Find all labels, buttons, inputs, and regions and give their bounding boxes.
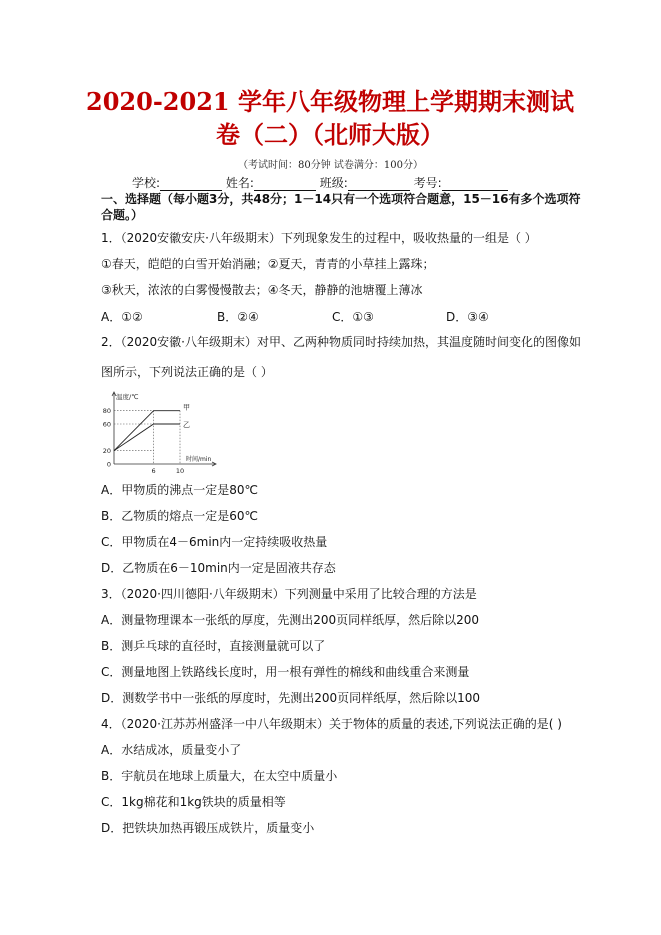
name-field[interactable] [254,177,316,191]
name-label: 姓名: [225,176,254,190]
series-line-0 [114,411,180,451]
q1-option-a[interactable]: A．①② [101,310,143,324]
q1-item-line2: ③秋天，浓浓的白雾慢慢散去；④冬天，静静的池塘覆上薄冰 [101,283,423,297]
y-tick-label: 0 [106,460,111,469]
q1-option-d[interactable]: D．③④ [446,310,489,324]
q1-option-c[interactable]: C．①③ [332,310,374,324]
q3-stem: 3．（2020·四川德阳·八年级期末）下列测量中采用了比较合理的方法是 [101,587,477,601]
q4-option-b[interactable]: B．宇航员在地球上质量大，在太空中质量小 [101,769,338,783]
x-tick-label: 6 [151,467,156,475]
series-label-1: 乙 [183,421,190,429]
series-line-1 [114,424,180,451]
student-info-row [132,174,508,191]
school-field[interactable] [160,177,222,191]
q2-option-a[interactable]: A．甲物质的沸点一定是80℃ [101,483,258,497]
y-tick-label: 80 [102,407,111,416]
number-label: 考号: [413,176,442,190]
q2-option-b[interactable]: B．乙物质的熔点一定是60℃ [101,509,258,523]
class-field[interactable] [348,177,410,191]
page-title-line1: 2020-2021 学年八年级物理上学期期末测试 [86,87,574,116]
q1-stem: 1．（2020安徽安庆·八年级期末）下列现象发生的过程中，吸收热量的一组是（ ） [101,231,537,245]
q3-option-d[interactable]: D．测数学书中一张纸的厚度时，先测出200页同样纸厚，然后除以100 [101,691,481,705]
class-label: 班级: [319,176,348,190]
q2-stem-line1: 2．（2020安徽·八年级期末）对甲、乙两种物质同时持续加热，其温度随时间变化的图像如 [101,335,581,349]
q4-stem: 4．（2020·江苏苏州盛泽一中八年级期末）关于物体的质量的表述,下列说法正确的是( ) [101,717,562,731]
number-field[interactable] [442,177,508,191]
section-heading-line1: 一、选择题（每小题3分，共48分；1－14只有一个选项符合题意，15－16有多个选项符 [101,192,581,206]
q1-option-b[interactable]: B．②④ [217,310,259,324]
q1-item-line1: ①春天，皑皑的白雪开始消融；②夏天，青青的小草挂上露珠； [101,257,435,271]
page-title-line2: 卷（二）（北师大版） [216,120,444,149]
q3-option-c[interactable]: C．测量地图上铁路线长度时，用一根有弹性的棉线和曲线重合来测量 [101,665,470,679]
exam-meta: （考试时间：80分钟 试卷满分：100分） [238,160,423,171]
q4-option-c[interactable]: C．1kg棉花和1kg铁块的质量相等 [101,795,286,809]
school-label: 学校: [132,176,161,190]
x-axis-label: 时间/min [186,456,212,463]
x-tick-label: 10 [175,467,185,475]
y-axis-label: 温度/℃ [116,393,139,401]
q4-option-a[interactable]: A．水结成冰，质量变小了 [101,743,242,757]
q2-option-d[interactable]: D．乙物质在6－10min内一定是固液共存态 [101,561,336,575]
q3-option-a[interactable]: A．测量物理课本一张纸的厚度，先测出200页同样纸厚，然后除以200 [101,613,480,627]
y-tick-label: 20 [102,447,111,456]
q2-option-c[interactable]: C．甲物质在4－6min内一定持续吸收热量 [101,535,328,549]
q2-stem-line2: 图所示，下列说法正确的是（ ） [101,365,273,379]
q3-option-b[interactable]: B．测乒乓球的直径时，直接测量就可以了 [101,639,326,653]
series-label-0: 甲 [183,403,190,412]
q4-option-d[interactable]: D．把铁块加热再锻压成铁片，质量变小 [101,821,315,835]
temperature-time-chart [98,390,228,476]
section-heading-line2: 合题。） [101,208,144,222]
y-tick-label: 60 [102,420,111,429]
